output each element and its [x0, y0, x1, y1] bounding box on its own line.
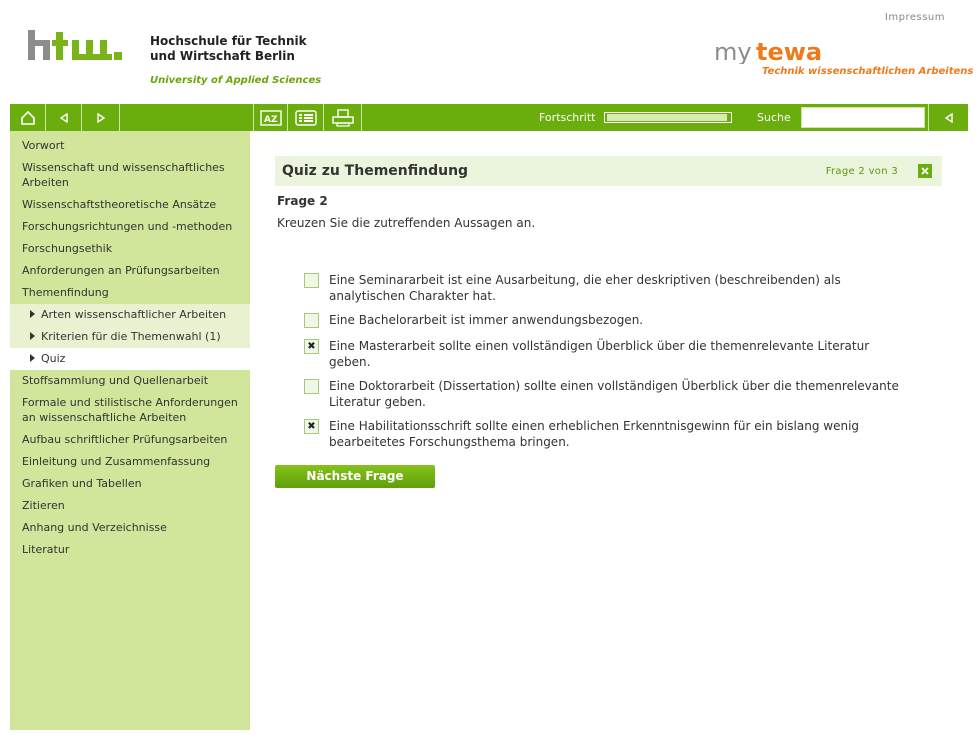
home-icon — [20, 110, 36, 126]
answer-text: Eine Habilitationsschrift sollte einen erheblichen Erkenntnisgewinn für ein bislang wenig bearbeitetes Forschungsthema bringen. — [329, 419, 860, 449]
question-counter: Frage 2 von 3 — [825, 166, 898, 177]
progress-fill — [607, 114, 727, 121]
glossary-button[interactable] — [253, 104, 288, 131]
quiz-title: Quiz zu Themenfindung — [282, 163, 469, 179]
sidebar-subitem-label: Kriterien für die Themenwahl (1) — [41, 330, 221, 343]
sidebar-item-anforderungen[interactable]: Anforderungen an Prüfungsarbeiten — [22, 264, 220, 277]
printer-icon — [332, 109, 354, 127]
answer-checkbox[interactable] — [304, 313, 319, 328]
answer-checkbox[interactable] — [304, 339, 319, 354]
answer-option — [304, 418, 924, 450]
az-glossary-icon — [260, 110, 282, 126]
back-button[interactable] — [46, 104, 82, 131]
university-name-line1: Hochschule für Technik — [150, 34, 307, 48]
sidebar-item-themenfindung[interactable]: Themenfindung — [22, 286, 109, 299]
sidebar-item-vorwort[interactable]: Vorwort — [22, 139, 65, 152]
answer-text: Eine Seminararbeit ist eine Ausarbeitung, die eher deskriptiven (beschreibenden) als analytischen Charakter hat. — [329, 273, 841, 303]
search-label: Suche — [757, 111, 791, 124]
search-input[interactable] — [801, 107, 925, 128]
sidebar-item-literatur[interactable]: Literatur — [22, 543, 70, 556]
university-subtitle: University of Applied Sciences — [150, 75, 322, 86]
svg-text:tewa: tewa — [756, 38, 823, 64]
answer-checkbox[interactable] — [304, 379, 319, 394]
forward-button[interactable] — [82, 104, 120, 131]
sidebar-item-einleitung[interactable]: Einleitung und Zusammenfassung — [22, 455, 211, 468]
question-instruction: Kreuzen Sie die zutreffenden Aussagen an. — [277, 216, 536, 230]
sidebar-subitem-kriterien[interactable] — [10, 326, 250, 348]
progress-label: Fortschritt — [539, 111, 596, 124]
toolbar — [10, 104, 968, 131]
answer-text: Eine Doktorarbeit (Dissertation) sollte einen vollständigen Überblick über die themenrelevante Literatur geben. — [329, 379, 899, 409]
progress-bar — [604, 112, 732, 123]
answer-checkbox[interactable] — [304, 273, 319, 288]
sidebar-item-anhang[interactable]: Anhang und Verzeichnisse — [22, 521, 167, 534]
close-icon — [920, 166, 930, 176]
quiz-header — [275, 156, 942, 186]
answer-option — [304, 272, 924, 304]
svg-text:my: my — [714, 38, 752, 64]
next-question-button[interactable]: Nächste Frage — [275, 465, 435, 488]
sidebar-nav — [10, 131, 250, 730]
answer-option — [304, 378, 924, 410]
university-name-line2: und Wirtschaft Berlin — [150, 49, 295, 63]
htw-logo — [28, 30, 134, 64]
brand-subtitle: Technik wissenschaftlichen Arbeitens — [762, 66, 974, 77]
triangle-right-icon — [30, 354, 35, 362]
close-quiz-button[interactable] — [918, 164, 932, 178]
checkbox-mark: ✖ — [307, 340, 316, 352]
triangle-right-icon — [30, 332, 35, 340]
answer-option — [304, 312, 924, 328]
sidebar-subitem-arten[interactable] — [10, 304, 250, 326]
print-button[interactable] — [324, 104, 362, 131]
sidebar-item-stoffsammlung[interactable]: Stoffsammlung und Quellenarbeit — [22, 374, 209, 387]
sidebar-item-forschungsrichtungen[interactable]: Forschungsrichtungen und -methoden — [22, 220, 233, 233]
sidebar-item-wissenschaftstheorie[interactable]: Wissenschaftstheoretische Ansätze — [22, 198, 217, 211]
university-name — [150, 34, 307, 64]
sidebar-subitem-quiz[interactable] — [10, 348, 250, 370]
sidebar-subitem-label: Quiz — [41, 352, 66, 365]
answer-checkbox[interactable] — [304, 419, 319, 434]
sidebar-item-forschungsethik[interactable]: Forschungsethik — [22, 242, 113, 255]
triangle-right-icon — [30, 310, 35, 318]
mytewa-logo — [714, 38, 838, 64]
arrow-left-icon — [58, 112, 70, 124]
answer-text: Eine Bachelorarbeit ist immer anwendungsbezogen. — [329, 313, 644, 327]
arrow-right-icon — [95, 112, 107, 124]
checkbox-mark: ✖ — [307, 420, 316, 432]
sidebar-item-aufbau[interactable]: Aufbau schriftlicher Prüfungsarbeiten — [22, 433, 228, 446]
sidebar-item-wissenschaft[interactable]: Wissenschaft und wissenschaftliches Arbeiten — [22, 161, 225, 189]
svg-text:AZ: AZ — [263, 114, 277, 125]
sidebar-item-formale-anforderungen[interactable]: Formale und stilistische Anforderungen an wissenschaftliche Arbeiten — [22, 396, 238, 424]
answer-option — [304, 338, 924, 370]
header — [0, 0, 978, 104]
contents-button[interactable] — [288, 104, 324, 131]
sidebar-subitem-label: Arten wissenschaftlicher Arbeiten — [41, 308, 227, 321]
sidebar-item-grafiken[interactable]: Grafiken und Tabellen — [22, 477, 142, 490]
question-number: Frage 2 — [277, 194, 328, 208]
search-button[interactable] — [928, 104, 968, 131]
sidebar-item-zitieren[interactable]: Zitieren — [22, 499, 65, 512]
answer-text: Eine Masterarbeit sollte einen vollständigen Überblick über die themenrelevante Literatur geben. — [329, 339, 870, 369]
home-button[interactable] — [10, 104, 46, 131]
impressum-link[interactable]: Impressum — [884, 12, 945, 23]
arrow-left-icon — [943, 112, 955, 124]
list-icon — [295, 110, 317, 126]
